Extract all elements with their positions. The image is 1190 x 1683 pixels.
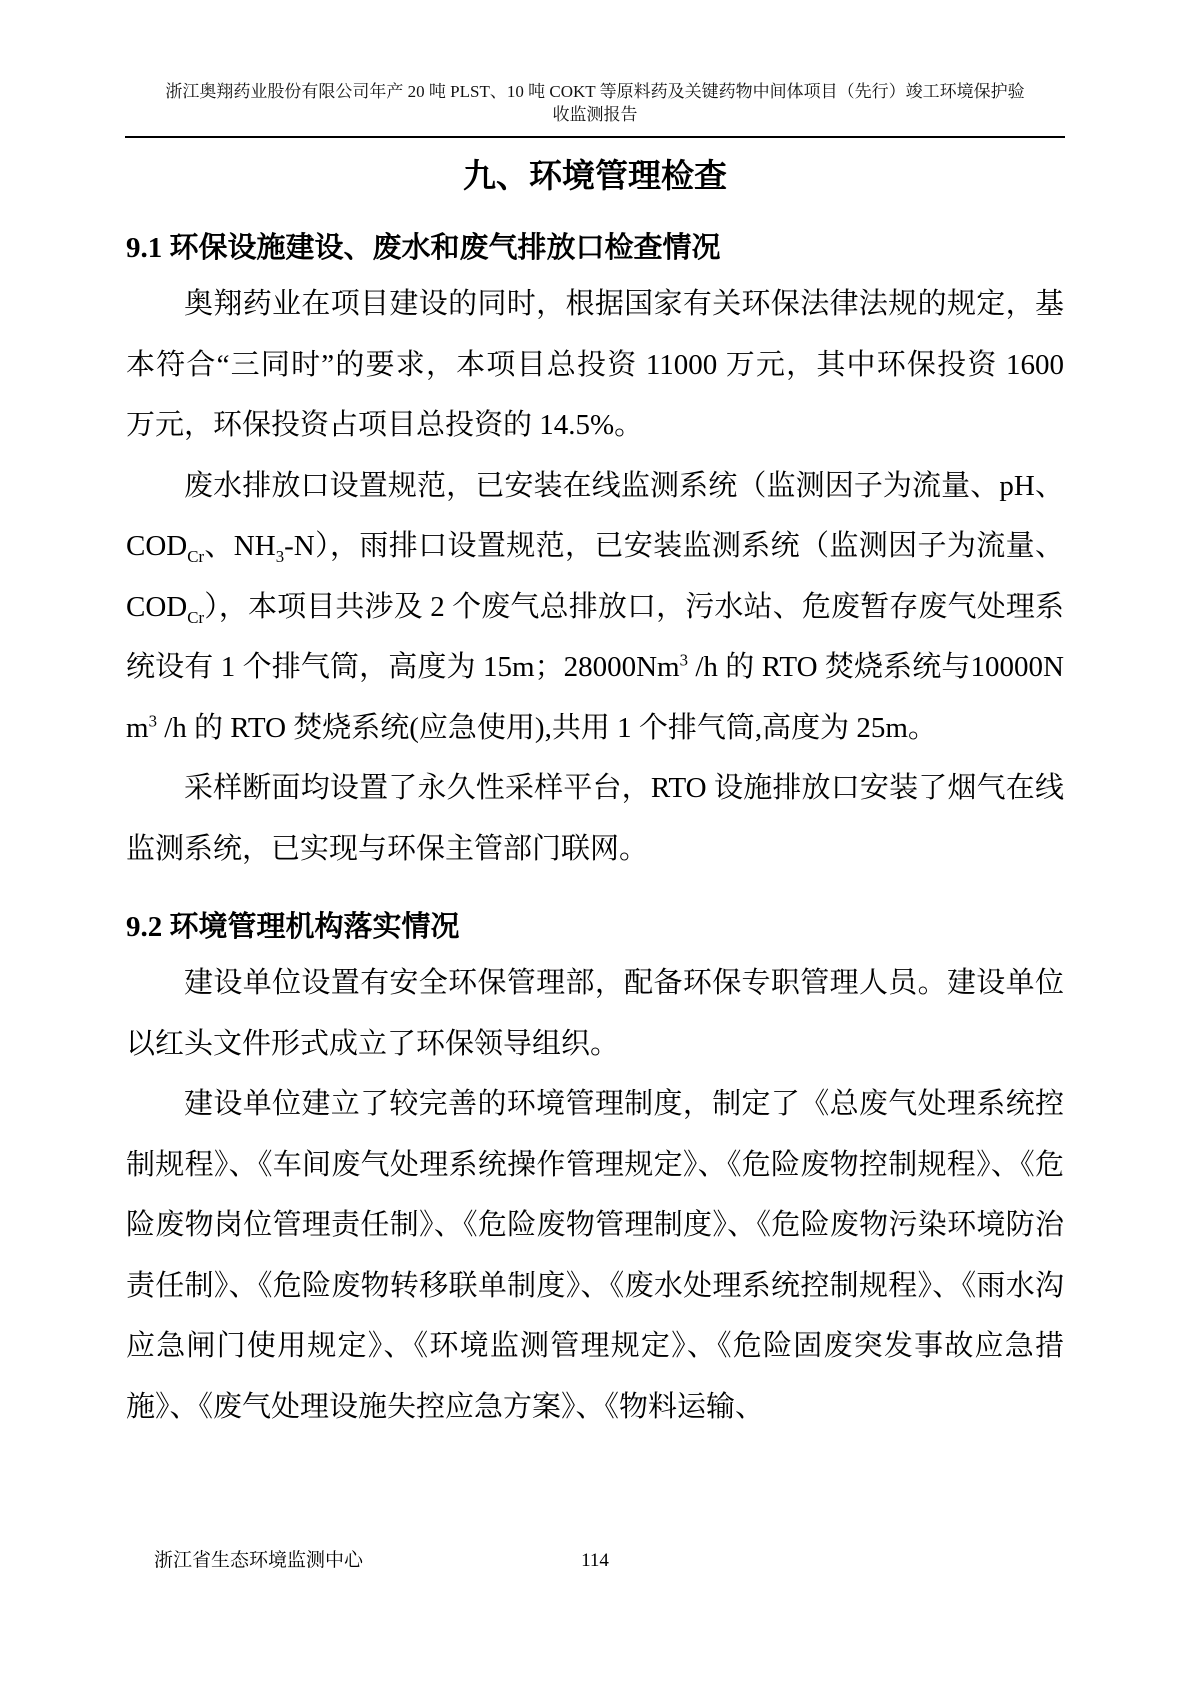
footer-page-number: 114 <box>581 1550 609 1571</box>
paragraph: 采样断面均设置了永久性采样平台，RTO 设施排放口安装了烟气在线监测系统，已实现与环保主管部门联网。 <box>126 772 1064 865</box>
section-9-1 <box>126 226 1064 879</box>
paragraph: 废水排放口设置规范，已安装在线监测系统（监测因子为流量、pH、$COD_{Cr}$、$NH_3-N$），雨排口设置规范，已安装监测系统（监测因子为流量、$COD_{Cr}$），本项目共涉及 2 个废气总排放口，污水站、危废暂存废气处理系统设有 1 个排气筒，高度为 15m；28000Nm$^3$ /h 的 RTO 焚烧系统与10000Nm$^3$ /h 的 RTO 焚烧系统(应急使用),共用 1 个排气筒,高度为 25m。 <box>126 469 1064 744</box>
section-9-2-heading: 9.2 环境管理机构落实情况 <box>126 911 460 943</box>
section-9-1-heading: 9.1 环保设施建设、废水和废气排放口检查情况 <box>126 232 721 264</box>
header-line-1: 浙江奥翔药业股份有限公司年产 20 吨 PLST、10 吨 COKT 等原料药及关键药物中间体项目（先行）竣工环境保护验 <box>165 82 1025 101</box>
page-header <box>125 80 1065 138</box>
chapter-title: 九、环境管理检查 <box>463 159 727 195</box>
paragraph: 建设单位设置有安全环保管理部，配备环保专职管理人员。建设单位以红头文件形式成立了环保领导组织。 <box>126 967 1064 1060</box>
paragraph: 建设单位建立了较完善的环境管理制度，制定了《总废气处理系统控制规程》、《车间废气处理系统操作管理规定》、《危险废物控制规程》、《危险废物岗位管理责任制》、《危险废物管理制度》、《危险废物污染环境防治责任制》、《危险废物转移联单制度》、《废水处理系统控制规程》、《雨水沟应急闸门使用规定》、《环境监测管理规定》、《危险固废突发事故应急措施》、《废气处理设施失控应急方案》、《物料运输、 <box>126 1088 1064 1423</box>
section-9-2 <box>126 905 1064 1437</box>
document-content <box>126 154 1064 1437</box>
paragraph: 奥翔药业在项目建设的同时，根据国家有关环保法律法规的规定，基本符合“三同时”的要求，本项目总投资 11000 万元，其中环保投资 1600 万元，环保投资占项目总投资的 14.5%。 <box>126 288 1064 441</box>
footer-org: 浙江省生态环境监测中心 <box>154 1550 364 1571</box>
header-line-2: 收监测报告 <box>552 105 638 124</box>
